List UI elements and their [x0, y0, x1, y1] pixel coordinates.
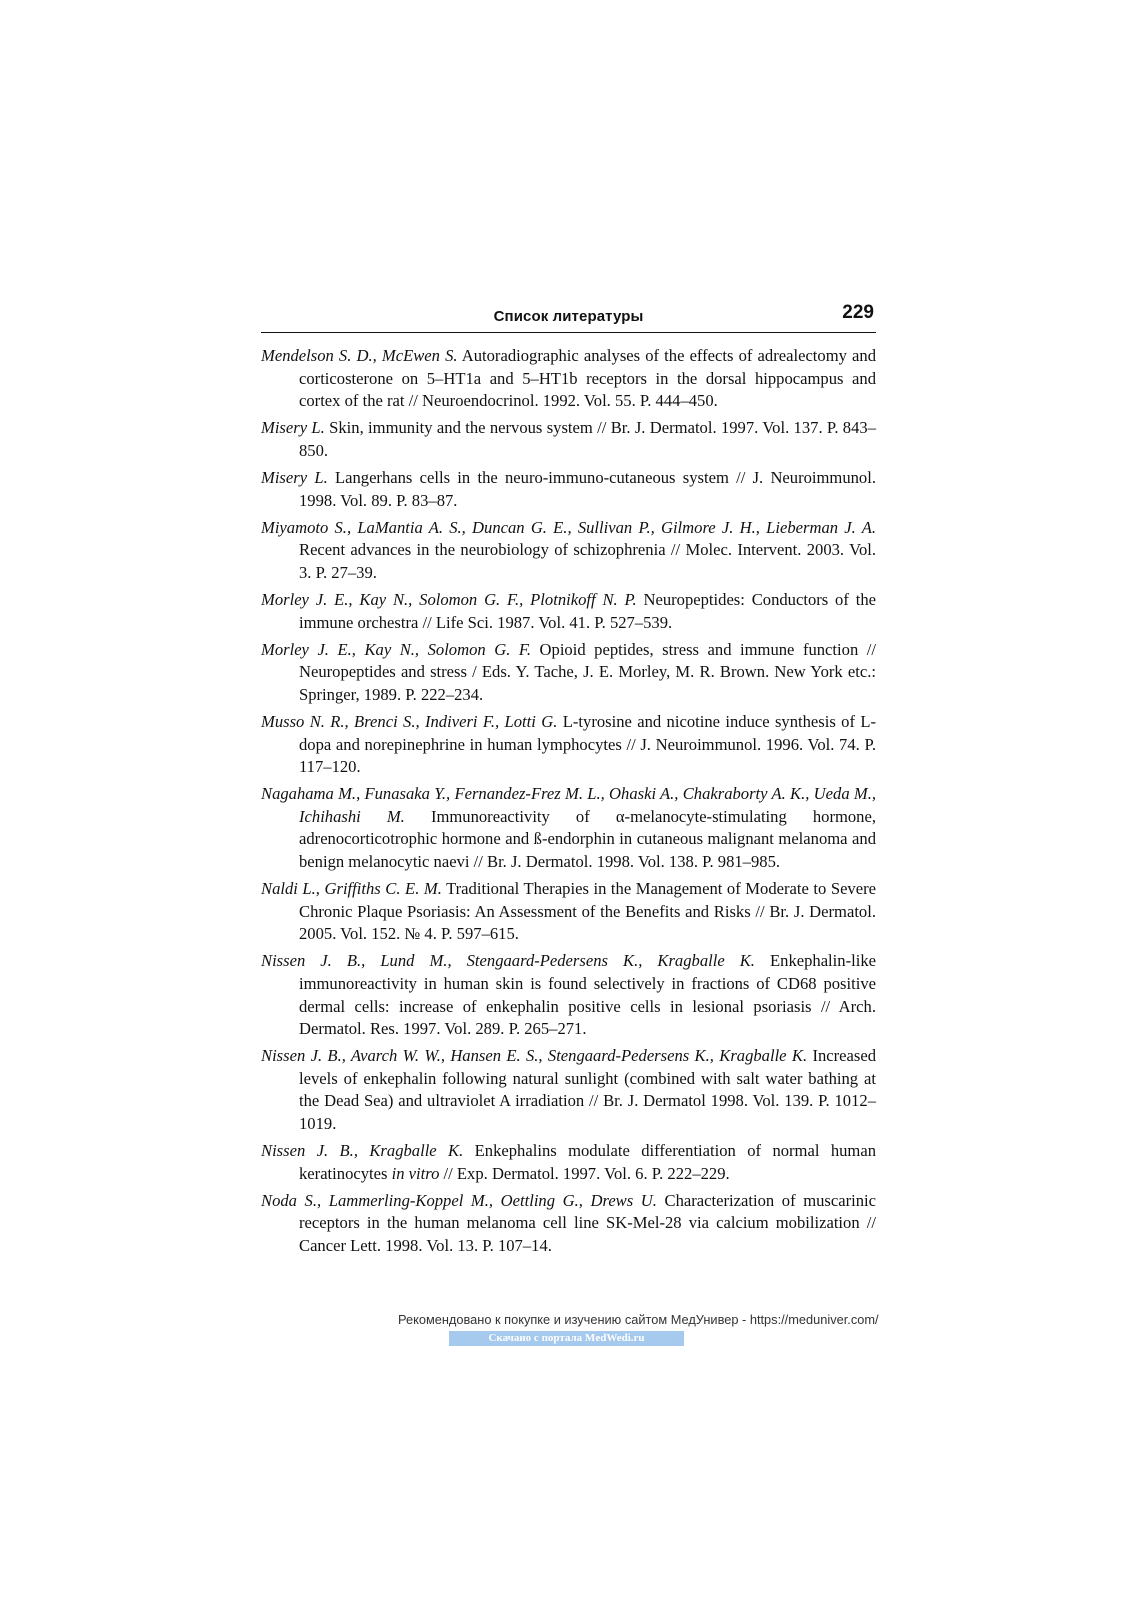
- reference-italic-term: in vitro: [391, 1163, 440, 1183]
- reference-item: [261, 467, 876, 512]
- reference-text: Enkephalin-like immunoreactivity in human skin is found selectively in fractions of CD68 positive dermal cells: increase of enkephalin positive cells in lesional psoriasis // Arch. Dermatol. Res. 1997. Vol. 289. P. 265–271.: [299, 951, 876, 1039]
- reference-item: [261, 639, 876, 707]
- reference-text: Characterization of muscarinic receptors in the human melanoma cell line SK-Mel-28 via calcium mobilization // Cancer Lett. 1998. Vol. 13. P. 107–14.: [299, 1190, 877, 1255]
- reference-text: Immunoreactivity of α-melanocyte-stimulating hormone, adrenocorticotrophic hormone and ß-endorphin in cutaneous malignant melanoma and benign melanocytic naevi // Br. J. Dermatol. 1998. Vol. 138. P. 981–985.: [299, 806, 876, 871]
- running-header: [261, 302, 876, 333]
- reference-text: Neuropeptides: Conductors of the immune orchestra // Life Sci. 1987. Vol. 41. P. 527–539.: [299, 589, 876, 632]
- reference-text: Langerhans cells in the neuro-immuno-cutaneous system // J. Neuroimmunol. 1998. Vol. 89. P. 83–87.: [299, 467, 876, 510]
- reference-authors: Morley J. E., Kay N., Solomon G. F.: [261, 639, 532, 659]
- download-watermark: Скачано с портала MedWedi.ru: [449, 1331, 684, 1346]
- reference-text: Autoradiographic analyses of the effects of adrealectomy and corticosterone on 5–HT1a and 5–HT1b receptors in the dorsal hippocampus and cortex of the rat // Neuroendocrinol. 1992. Vol. 55. P. 444–450.: [299, 346, 876, 411]
- reference-item: [261, 345, 876, 413]
- reference-text: Traditional Therapies in the Management of Moderate to Severe Chronic Plaque Psoriasis: An Assessment of the Benefits and Risks // Br. J. Dermatol. 2005. Vol. 152. № 4. P. 597–615.: [299, 879, 876, 944]
- reference-item: [261, 1045, 876, 1135]
- reference-item: [261, 783, 876, 873]
- reference-text: Opioid peptides, stress and immune function // Neuropeptides and stress / Eds. Y. Tache, J. E. Morley, M. R. Brown. New York etc.: Springer, 1989. P. 222–234.: [299, 639, 876, 704]
- reference-text-after: // Exp. Dermatol. 1997. Vol. 6. P. 222–229.: [439, 1163, 730, 1183]
- reference-authors: Morley J. E., Kay N., Solomon G. F., Plotnikoff N. P.: [261, 589, 637, 609]
- reference-authors: Musso N. R., Brenci S., Indiveri F., Lotti G.: [261, 711, 558, 731]
- reference-item: [261, 1140, 876, 1185]
- reference-item: [261, 517, 876, 585]
- reference-list: [261, 345, 876, 1262]
- reference-item: [261, 950, 876, 1040]
- reference-item: [261, 589, 876, 634]
- reference-authors: Misery L.: [261, 467, 328, 487]
- reference-authors: Miyamoto S., LaMantia A. S., Duncan G. E., Sullivan P., Gilmore J. H., Lieberman J. A.: [261, 517, 876, 537]
- reference-authors: Noda S., Lammerling-Koppel M., Oettling G., Drews U.: [261, 1190, 657, 1210]
- running-title: Список литературы: [493, 308, 644, 325]
- reference-authors: Nagahama M., Funasaka Y., Fernandez-Frez M. L., Ohaski A., Chakraborty A. K., Ueda M., Ichihashi M.: [261, 784, 876, 826]
- reference-authors: Mendelson S. D., McEwen S.: [261, 346, 458, 365]
- page-number: 229: [842, 302, 874, 323]
- reference-text: Enkephalins modulate differentiation of normal human keratinocytes: [299, 1141, 876, 1183]
- reference-authors: Nissen J. B., Lund M., Stengaard-Pedersens K., Kragballe K.: [261, 951, 755, 971]
- reference-item: [261, 711, 876, 779]
- reference-authors: Nissen J. B., Avarch W. W., Hansen E. S., Stengaard-Pedersens K., Kragballe K.: [261, 1046, 808, 1066]
- reference-text: Recent advances in the neurobiology of schizophrenia // Molec. Intervent. 2003. Vol. 3. P. 27–39.: [299, 540, 876, 582]
- reference-authors: Nissen J. B., Kragballe K.: [261, 1141, 464, 1161]
- reference-authors: Misery L.: [261, 418, 325, 438]
- reference-item: [261, 878, 876, 946]
- reference-item: [261, 1190, 876, 1258]
- reference-item: [261, 417, 876, 462]
- reference-text: L-tyrosine and nicotine induce synthesis of L-dopa and norepinephrine in human lymphocytes // J. Neuroimmunol. 1996. Vol. 74. P. 117–120.: [299, 711, 877, 777]
- reference-text: Increased levels of enkephalin following natural sunlight (combined with salt water bathing at the Dead Sea) and ultraviolet A irradiation // Br. J. Dermatol 1998. Vol. 139. P. 1012–1019.: [299, 1046, 877, 1133]
- footer-recommendation: Рекомендовано к покупке и изучению сайтом МедУнивер - https://meduniver.com/: [398, 1312, 879, 1327]
- reference-authors: Naldi L., Griffiths C. E. M.: [261, 879, 442, 899]
- reference-text: Skin, immunity and the nervous system // Br. J. Dermatol. 1997. Vol. 137. P. 843–850.: [299, 418, 876, 460]
